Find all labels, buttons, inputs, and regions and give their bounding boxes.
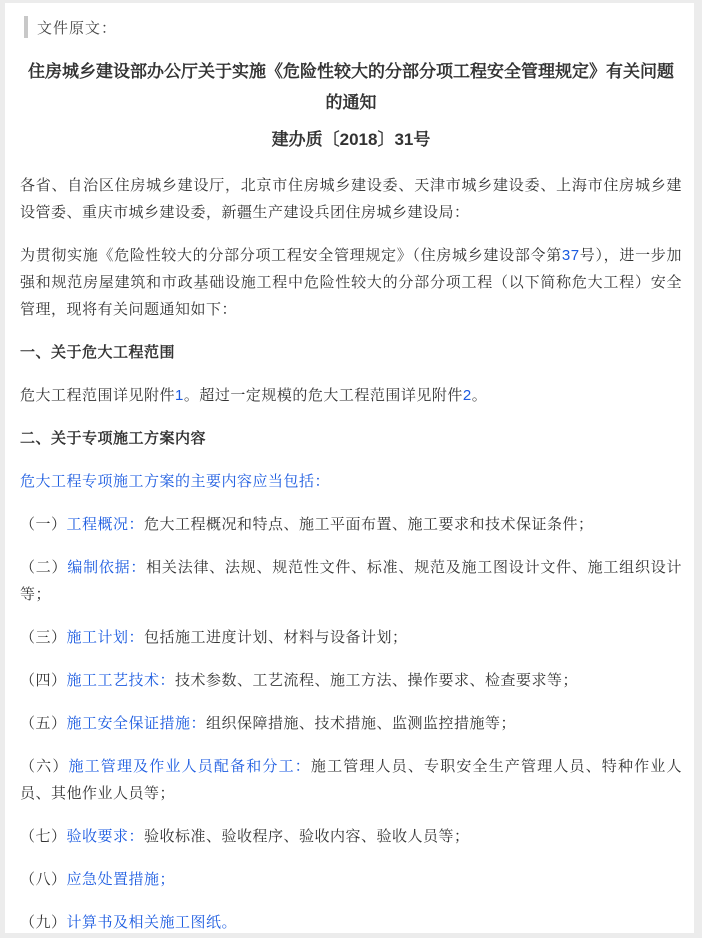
item-desc: 危大工程概况和特点、施工平面布置、施工要求和技术保证条件；	[144, 516, 594, 533]
document-page	[5, 3, 694, 933]
scheme-lead-paragraph	[20, 468, 682, 495]
item-number: （六）	[20, 758, 69, 775]
intro-text-post: 号），进一步加强和规范房屋建筑和市政基础设施工程中危险性较大的分部分项工程（以下简称危大工程）安全管理，现将有关问题通知如下：	[20, 247, 682, 318]
salutation-paragraph: 各省、自治区住房城乡建设厅，北京市住房城乡建设委、天津市城乡建设委、上海市住房城乡建设管委、重庆市城乡建设委，新疆生产建设兵团住房城乡建设局：	[20, 177, 682, 221]
list-item-7	[20, 823, 682, 850]
list-item-5	[20, 710, 682, 737]
list-item-3	[20, 624, 682, 651]
list-item-9	[20, 909, 682, 933]
doc-number: 建办质〔2018〕31号	[271, 130, 431, 149]
item-term-link[interactable]: 施工管理及作业人员配备和分工：	[68, 758, 311, 775]
scope-paragraph	[20, 382, 682, 409]
section-2-heading: 二、关于专项施工方案内容	[20, 430, 207, 447]
list-item-1	[20, 511, 682, 538]
item-number: （五）	[20, 715, 67, 732]
scope-text-mid: 。超过一定规模的危大工程范围详见附件	[183, 387, 463, 404]
label-accent-bar	[24, 16, 28, 38]
decree-number-link[interactable]: 37	[561, 247, 580, 264]
doc-title: 住房城乡建设部办公厅关于实施《危险性较大的分部分项工程安全管理规定》有关问题的通知	[28, 62, 674, 112]
item-term-link[interactable]: 施工工艺技术：	[66, 672, 176, 689]
item-desc: 包括施工进度计划、材料与设备计划；	[144, 629, 408, 646]
list-item-4	[20, 667, 682, 694]
scope-text-post: 。	[471, 387, 488, 404]
item-number: （二）	[20, 559, 68, 576]
item-desc: 施工管理人员、专职安全生产管理人员、特种作业人员、其他作业人员等；	[20, 758, 682, 802]
item-desc: 技术参数、工艺流程、施工方法、操作要求、检查要求等；	[175, 672, 579, 689]
item-number: （九）	[20, 914, 67, 931]
doc-source-label: 文件原文：	[37, 19, 118, 37]
list-item-6	[20, 753, 682, 807]
scheme-lead-link[interactable]: 危大工程专项施工方案的主要内容应当包括：	[20, 473, 331, 490]
intro-paragraph	[20, 242, 682, 323]
item-term-link[interactable]: 应急处置措施；	[66, 871, 176, 888]
item-term-link[interactable]: 施工计划：	[66, 629, 145, 646]
item-term-link[interactable]: 验收要求：	[66, 828, 145, 845]
list-item-2	[20, 554, 682, 608]
list-item-8	[20, 866, 682, 893]
item-desc: 验收标准、验收程序、验收内容、验收人员等；	[144, 828, 470, 845]
item-desc: 组织保障措施、技术措施、监测监控措施等；	[206, 715, 517, 732]
item-term-link[interactable]: 编制依据：	[67, 559, 147, 576]
item-number: （三）	[20, 629, 67, 646]
item-number: （一）	[20, 516, 67, 533]
item-number: （七）	[20, 828, 67, 845]
item-desc: 相关法律、法规、规范性文件、标准、规范及施工图设计文件、施工组织设计等；	[20, 559, 682, 603]
attachment-1-link[interactable]: 1	[175, 387, 184, 404]
intro-text-pre: 为贯彻实施《危险性较大的分部分项工程安全管理规定》（住房城乡建设部令第	[20, 247, 562, 264]
item-term-link[interactable]: 工程概况：	[66, 516, 145, 533]
doc-source-label-row	[24, 15, 682, 39]
item-term-link[interactable]: 施工安全保证措施：	[66, 715, 207, 732]
section-1-heading: 一、关于危大工程范围	[20, 344, 176, 361]
attachment-2-link[interactable]: 2	[462, 387, 472, 404]
item-term-link[interactable]: 计算书及相关施工图纸。	[66, 914, 238, 931]
scope-text-pre: 危大工程范围详见附件	[20, 387, 176, 404]
item-number: （八）	[20, 871, 67, 888]
item-number: （四）	[20, 672, 67, 689]
